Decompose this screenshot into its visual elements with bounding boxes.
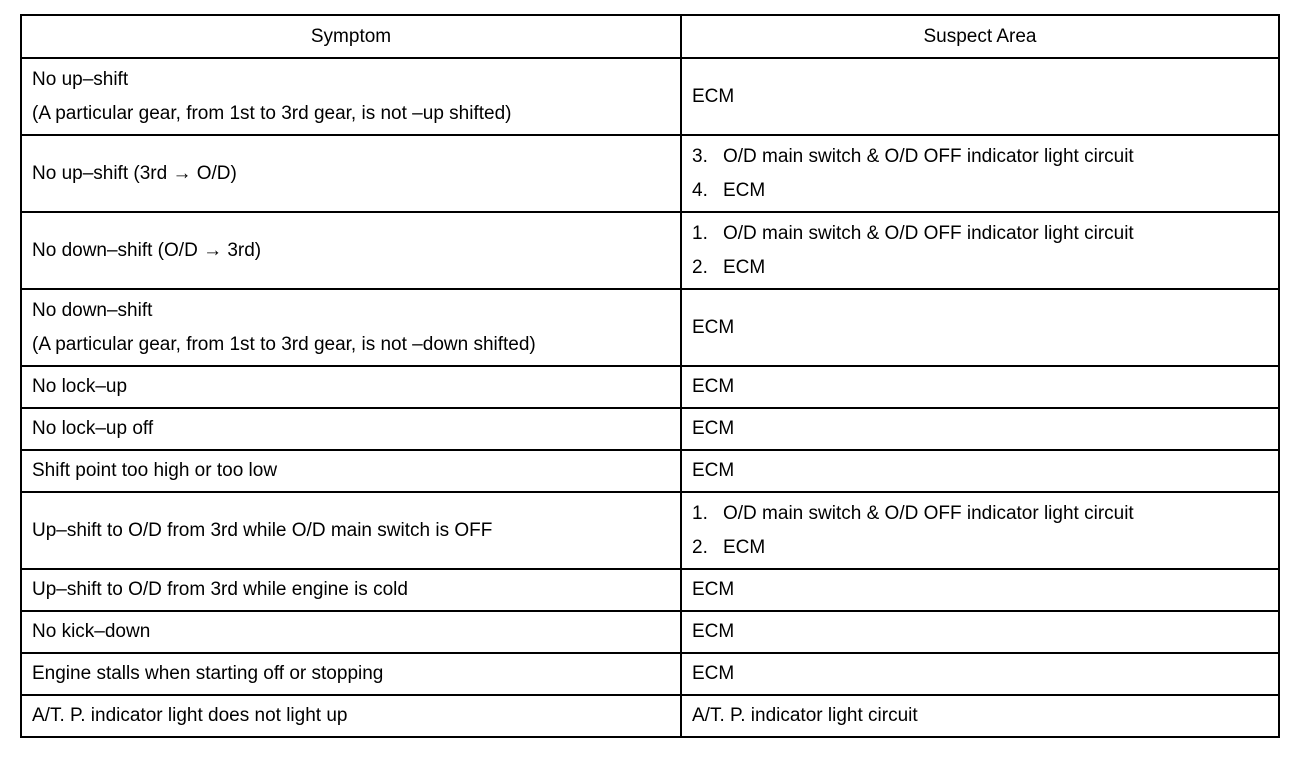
suspect-item [692, 174, 1268, 208]
suspect-item [692, 654, 1268, 694]
symptom-cell [21, 366, 681, 408]
suspect-area-cell [681, 695, 1279, 737]
suspect-item [692, 451, 1268, 491]
troubleshooting-table [20, 14, 1280, 738]
suspect-item-text: ECM [692, 663, 735, 684]
suspect-item [692, 409, 1268, 449]
suspect-item-text: ECM [692, 621, 735, 642]
suspect-item-text: O/D main switch & O/D OFF indicator light circuit [723, 502, 1134, 524]
table-row [21, 408, 1279, 450]
symptom-text: Up–shift to O/D from 3rd while engine is cold [32, 579, 408, 600]
suspect-area-cell [681, 450, 1279, 492]
suspect-item [692, 696, 1268, 736]
suspect-item [692, 531, 1268, 565]
troubleshooting-table-container [20, 14, 1278, 738]
suspect-item [692, 612, 1268, 652]
suspect-item-text: O/D main switch & O/D OFF indicator light circuit [723, 145, 1134, 167]
suspect-item-number: 1. [692, 222, 708, 244]
table-row [21, 58, 1279, 135]
suspect-area-cell [681, 212, 1279, 289]
suspect-area-cell [681, 135, 1279, 212]
suspect-area-cell [681, 569, 1279, 611]
suspect-item-text: O/D main switch & O/D OFF indicator light circuit [723, 222, 1134, 244]
symptom-cell [21, 58, 681, 135]
table-row [21, 450, 1279, 492]
symptom-cell [21, 611, 681, 653]
symptom-text: (A particular gear, from 1st to 3rd gear, is not –up shifted) [32, 102, 512, 124]
suspect-item-text: ECM [692, 376, 735, 397]
table-body [21, 58, 1279, 737]
symptom-text: No up–shift [32, 68, 129, 90]
table-row [21, 212, 1279, 289]
suspect-item-text: ECM [692, 418, 735, 439]
suspect-item [692, 140, 1268, 174]
symptom-text: Engine stalls when starting off or stopping [32, 663, 384, 684]
suspect-item [692, 80, 1268, 114]
suspect-item-text: ECM [692, 316, 735, 338]
suspect-item-text: ECM [692, 579, 735, 600]
suspect-item-number: 1. [692, 502, 708, 524]
suspect-item-text: ECM [723, 536, 766, 558]
symptom-cell [21, 653, 681, 695]
suspect-item-number: 4. [692, 179, 708, 201]
header-symptom: Symptom [21, 15, 681, 58]
suspect-area-cell [681, 366, 1279, 408]
suspect-item-number: 3. [692, 145, 708, 167]
symptom-cell [21, 695, 681, 737]
suspect-area-cell [681, 492, 1279, 569]
symptom-text: No down–shift (O/D → 3rd) [32, 239, 262, 261]
symptom-cell [21, 569, 681, 611]
symptom-cell [21, 212, 681, 289]
symptom-text: Up–shift to O/D from 3rd while O/D main switch is OFF [32, 519, 493, 541]
suspect-item-text: ECM [723, 179, 766, 201]
suspect-item [692, 367, 1268, 407]
symptom-text: Shift point too high or too low [32, 460, 278, 481]
suspect-item [692, 251, 1268, 285]
header-row [21, 15, 1279, 58]
table-row [21, 366, 1279, 408]
table-row [21, 289, 1279, 366]
suspect-area-cell [681, 408, 1279, 450]
symptom-cell [21, 408, 681, 450]
symptom-cell [21, 450, 681, 492]
symptom-text: (A particular gear, from 1st to 3rd gear, is not –down shifted) [32, 333, 536, 355]
suspect-item [692, 497, 1268, 531]
suspect-item-text: ECM [723, 256, 766, 278]
suspect-item-number: 2. [692, 536, 708, 558]
header-suspect-area: Suspect Area [681, 15, 1279, 58]
suspect-area-cell [681, 289, 1279, 366]
table-row [21, 695, 1279, 737]
table-row [21, 492, 1279, 569]
table-row [21, 611, 1279, 653]
symptom-cell [21, 289, 681, 366]
symptom-cell [21, 135, 681, 212]
symptom-text: No lock–up [32, 376, 128, 397]
suspect-item-text: ECM [692, 460, 735, 481]
suspect-item [692, 570, 1268, 610]
symptom-text: No up–shift (3rd → O/D) [32, 162, 237, 184]
symptom-text: No lock–up off [32, 418, 154, 439]
suspect-area-cell [681, 653, 1279, 695]
suspect-item-text: ECM [692, 85, 735, 107]
table-row [21, 569, 1279, 611]
symptom-text: A/T. P. indicator light does not light up [32, 705, 348, 726]
symptom-text: No kick–down [32, 621, 151, 642]
table-row [21, 653, 1279, 695]
suspect-area-cell [681, 58, 1279, 135]
symptom-text: No down–shift [32, 299, 153, 321]
table-row [21, 135, 1279, 212]
suspect-item [692, 217, 1268, 251]
suspect-area-cell [681, 611, 1279, 653]
suspect-item-number: 2. [692, 256, 708, 278]
suspect-item-text: A/T. P. indicator light circuit [692, 705, 918, 726]
symptom-cell [21, 492, 681, 569]
suspect-item [692, 311, 1268, 345]
